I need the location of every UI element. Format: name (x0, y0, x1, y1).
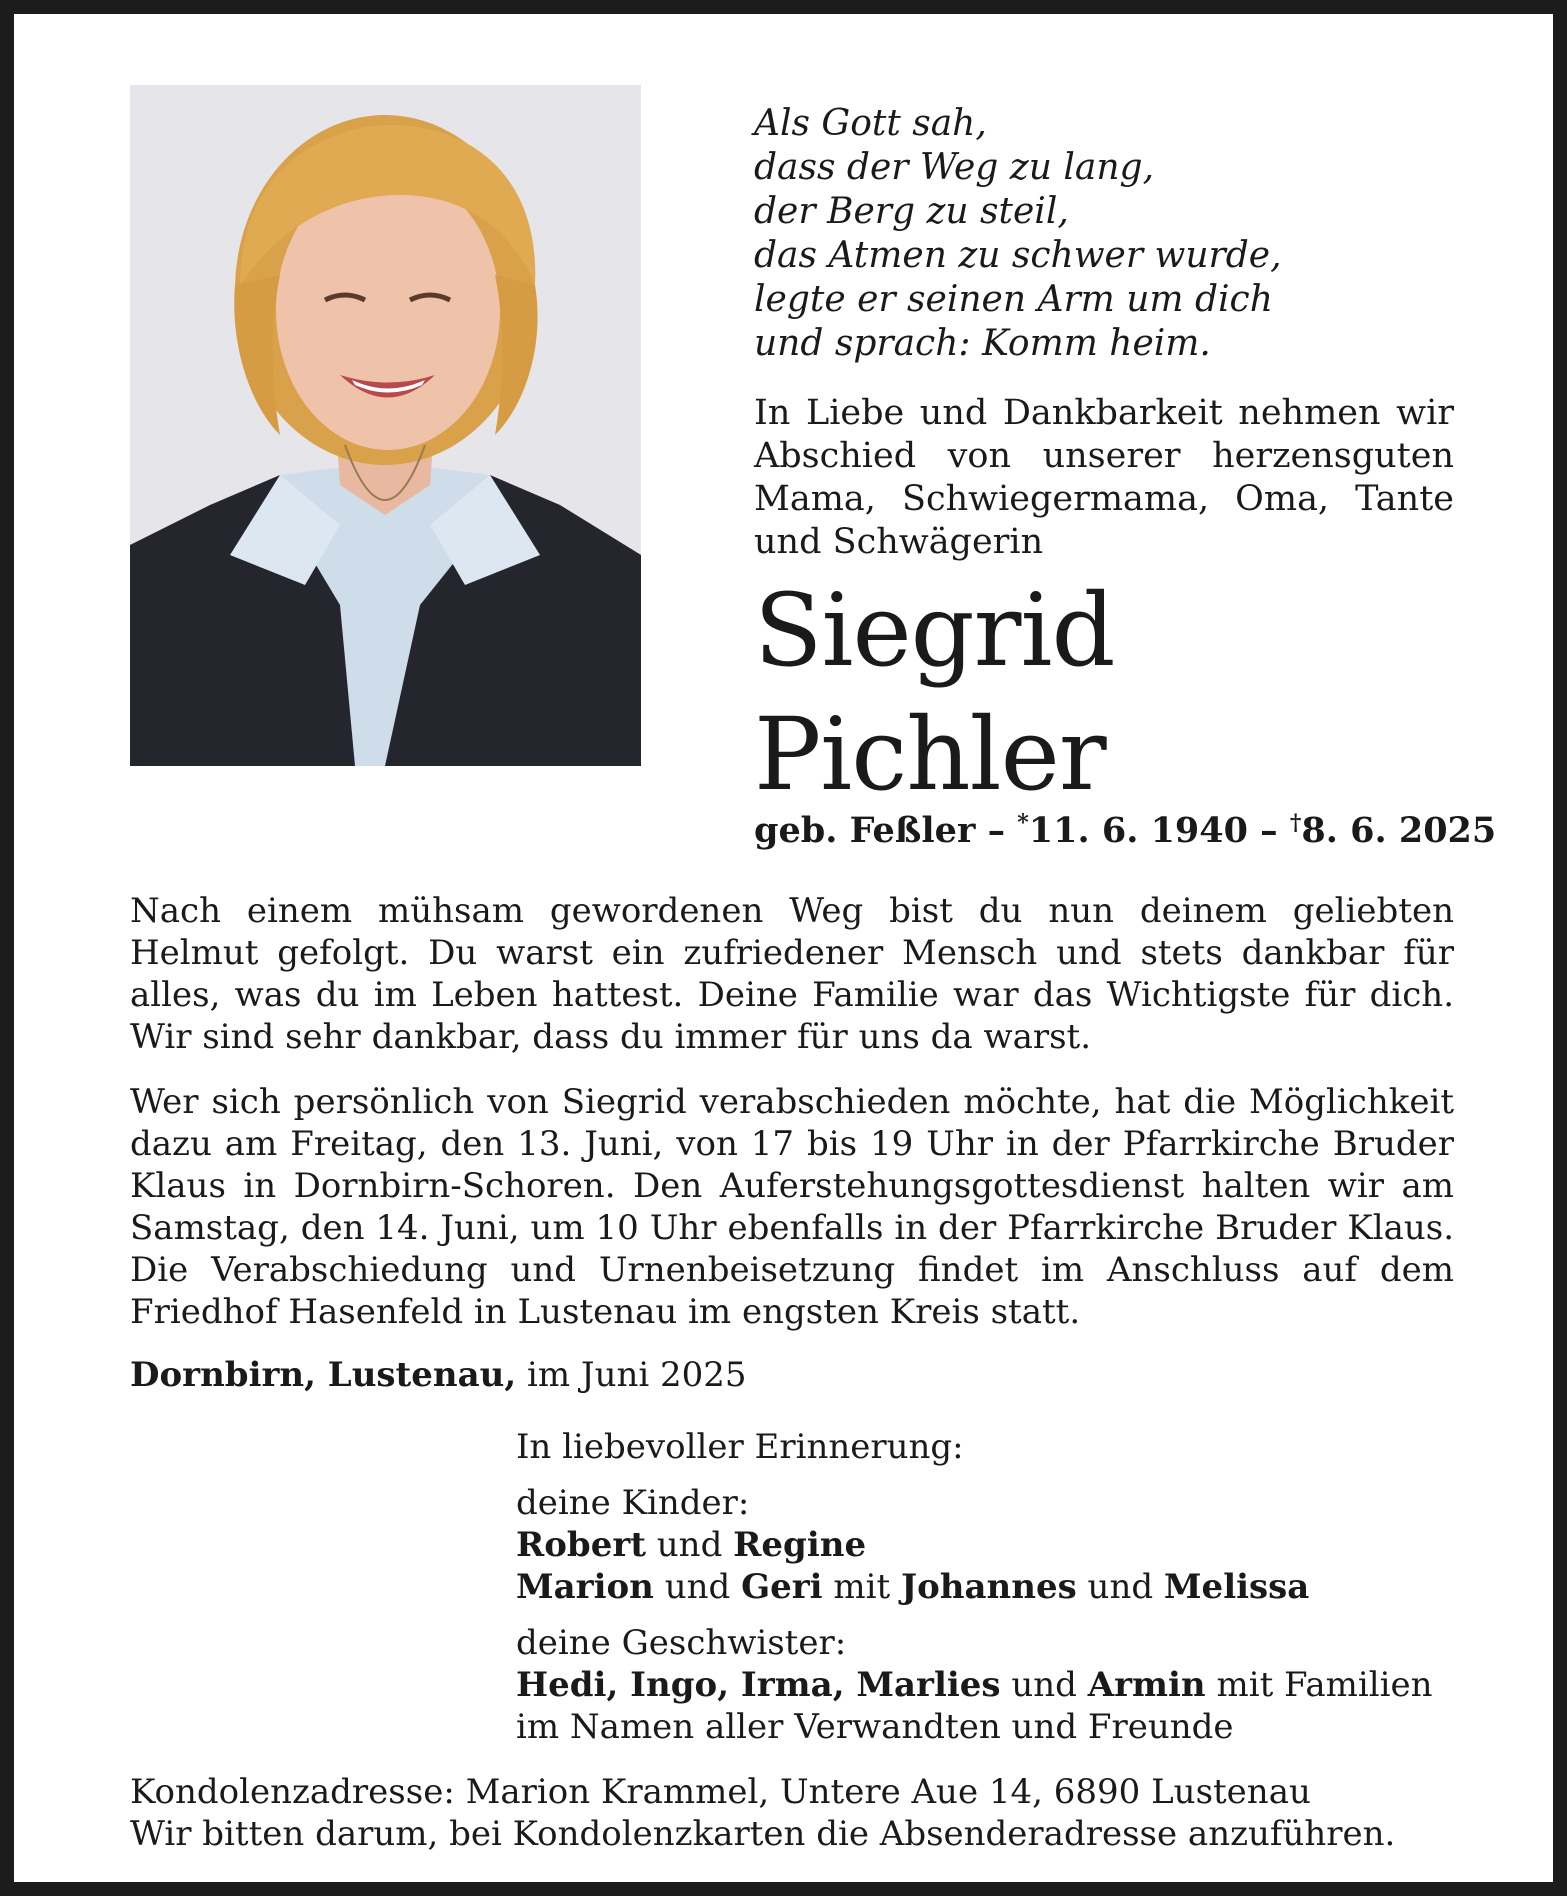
connector: mit Familien (1205, 1665, 1433, 1705)
connector: und (653, 1567, 742, 1607)
connector: und (1076, 1567, 1164, 1607)
portrait-photo (130, 85, 641, 766)
tribute-paragraph: Nach einem mühsam gewordenen Weg bist du nun deinem geliebten Helmut gefolgt. Du warst ein zufriedener Mensch und stets dankbar für alles, was du im Leben hattest. Deine Familie war das Wichtigste für dich. Wir sind sehr dankbar, dass du immer für uns da warst. (130, 891, 1454, 1057)
child-name: Regine (733, 1525, 867, 1565)
month-year: im Juni 2025 (516, 1355, 747, 1395)
signoff-heading: In liebevoller Erinnerung: (516, 1427, 964, 1467)
siblings-line (516, 1664, 1432, 1706)
condolence-note: Wir bitten darum, bei Kondolenzkarten die Absenderadresse anzuführen. (130, 1814, 1396, 1854)
birth-symbol: * (1017, 810, 1029, 836)
separator: – (1248, 810, 1290, 851)
grandchild-name: Johannes (901, 1567, 1077, 1607)
poem-line: dass der Weg zu lang, (754, 147, 1155, 188)
children-line (516, 1524, 1432, 1566)
poem-line: und sprach: Komm heim. (754, 323, 1211, 364)
death-date: 8. 6. 2025 (1301, 810, 1497, 851)
child-name: Robert (516, 1525, 646, 1565)
poem-line: der Berg zu steil, (754, 191, 1069, 232)
closing-line: im Namen aller Verwandten und Freunde (516, 1707, 1234, 1747)
condolence-address: Kondolenzadresse: Marion Krammel, Untere Aue 14, 6890 Lustenau (130, 1772, 1311, 1812)
intro-text: In Liebe und Dankbarkeit nehmen wir Abschied von unserer herzensguten Mama, Schwiegermama, Oma, Tante und Schwägerin (754, 393, 1454, 562)
service-paragraph: Wer sich persönlich von Siegrid verabschieden möchte, hat die Möglichkeit dazu am Freitag, den 13. Juni, von 17 bis 19 Uhr in der Pfarrkirche Bruder Klaus in Dornbirn-Schoren. Den Auferstehungsgottesdienst halten wir am Samstag, den 14. Juni, um 10 Uhr ebenfalls in der Pfarrkirche Bruder Klaus. Die Verabschiedung und Urnenbeisetzung findet im Anschluss auf dem Friedhof Hasenfeld in Lustenau im engsten Kreis statt. (130, 1082, 1454, 1332)
poem-line: das Atmen zu schwer wurde, (754, 235, 1282, 276)
deceased-name (754, 569, 1114, 817)
connector: und (1000, 1665, 1088, 1705)
poem (754, 102, 1282, 366)
poem-line: Als Gott sah, (754, 103, 987, 144)
death-symbol: † (1289, 810, 1302, 836)
connector: und (645, 1525, 734, 1565)
connector: mit (822, 1567, 901, 1607)
children-line (516, 1566, 1432, 1608)
life-dates (754, 810, 1496, 851)
sibling-name: Armin (1087, 1665, 1206, 1705)
child-name: Marion (516, 1567, 654, 1607)
place-date (130, 1355, 747, 1395)
last-name: Pichler (754, 696, 1106, 813)
birth-date: 11. 6. 1940 (1028, 810, 1248, 851)
first-name: Siegrid (754, 572, 1115, 689)
children-label: deine Kinder: (516, 1483, 750, 1523)
separator: – (975, 810, 1018, 851)
sibling-names: Hedi, Ingo, Irma, Marlies (516, 1665, 1001, 1705)
siblings-label: deine Geschwister: (516, 1623, 847, 1663)
birth-name: geb. Feßler (754, 810, 976, 851)
condolence-footer (130, 1771, 1395, 1855)
poem-line: legte er seinen Arm um dich (754, 279, 1273, 320)
mourners (516, 1426, 1432, 1748)
locations: Dornbirn, Lustenau, (130, 1355, 517, 1395)
child-name: Geri (741, 1567, 823, 1607)
portrait-icon (130, 85, 641, 766)
grandchild-name: Melissa (1163, 1567, 1310, 1607)
